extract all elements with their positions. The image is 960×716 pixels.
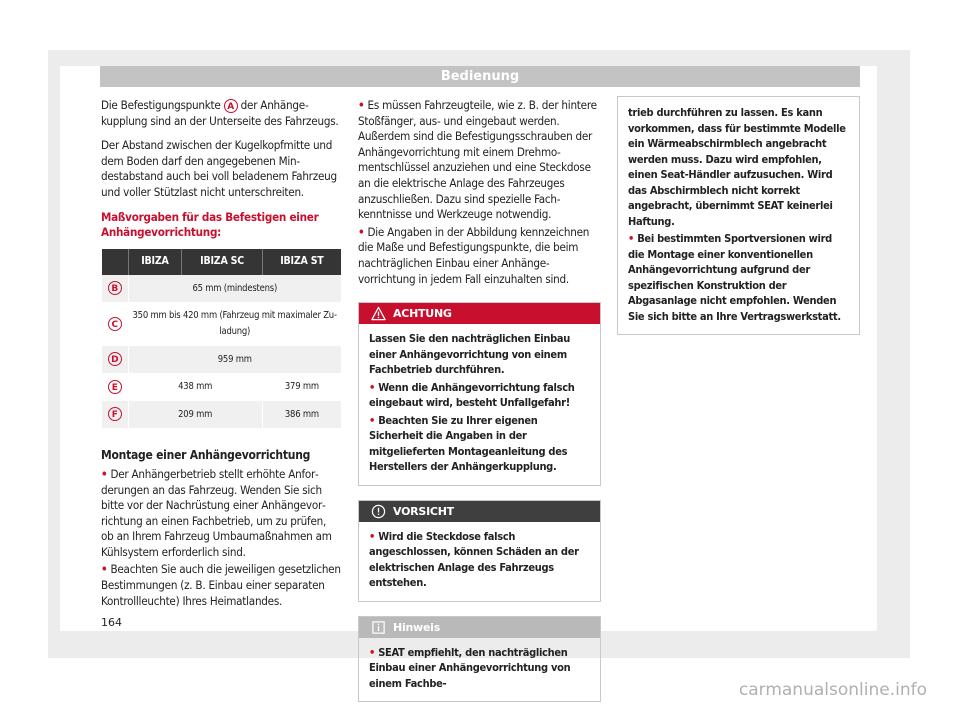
caution-title: VORSICHT [393,504,454,518]
distance-paragraph: Der Abstand zwischen der Kugelkopfmitte und dem Boden darf den angegebenen Mindestabstand auch bei voll beladenem Fahrzeug und voller Stützlast nicht unterschreiten. [101,138,337,199]
list-item [369,413,590,475]
bullet-text: Wird die Steckdose falsch angeschlossen, können Schäden an der elektrischen Anlage des Fahrzeugs entstehen. [369,529,579,590]
marker-b: B [108,281,122,295]
bullet-text: Beachten Sie zu Ihrer eigenen Sicherheit die Angaben in der mitgelieferten Montageanleitung des Herstellers der Anhängerkupplung. [369,413,568,474]
bullet-icon: • [369,645,376,659]
row-label-cell [102,373,129,401]
note-box [358,616,601,703]
table-cell: 379 mm [262,373,341,401]
column-left [101,98,341,618]
caution-box-header [359,501,600,522]
warning-box-header [359,303,600,324]
table-cell: 209 mm [128,401,262,429]
intro-text-after: der Anhängekupplung sind an der Unterseite des Fahrzeugs. [101,98,339,128]
marker-d: D [108,352,122,366]
info-circle-icon [371,504,386,519]
note-continuation-text: trieb durchführen zu lassen. Es kann vorkommen, dass für bestimmte Modelle ein Wärmeabschirmblech angebracht werden muss. Dazu wird empfohlen, einen Seat-Händler aufzusuchen. Wird das Abschirmblech nicht korrekt angebracht, übernimmt SEAT keinerlei Haftung. [628,106,846,228]
table-cell: 65 mm (mindestens) [128,275,341,303]
note-continuation-box [617,96,860,335]
caution-body [359,522,600,601]
table-heading: Maßvorgaben für das Befestigen einer Anhängevorrichtung: [101,209,319,240]
note-box-header [359,617,600,638]
note-body [359,638,600,702]
table-cell: 350 mm bis 420 mm (Fahrzeug mit maximaler Zuladung) [128,302,341,345]
column-middle [358,98,601,716]
table-cell: 386 mm [262,401,341,429]
bullet-text: Beachten Sie auch die jeweiligen gesetzlichen Bestimmungen (z. B. Einbau einer separaten Kontrollleuchte) Ihres Heimatlandes. [101,562,341,608]
bullet-text: Der Anhängerbetrieb stellt erhöhte Anforderungen an das Fahrzeug. Wenden Sie sich bitte vor der Nachrüstung einer Anhängevorrichtung an einen Fachbetrieb, um zu prüfen, ob an Ihrem Fahrzeug Umbaumaßnahmen am Kühlsystem erforderlich sind. [101,466,332,559]
list-item [358,98,601,223]
warning-box [358,302,601,486]
table-header-empty [102,249,129,275]
table-cell: 438 mm [128,373,262,401]
row-label-cell [102,302,129,345]
list-item [358,225,601,287]
page-number: 164 [101,616,122,629]
warning-title: ACHTUNG [393,307,452,321]
list-item [101,562,341,609]
bullet-icon: • [628,232,635,245]
table-header-ibiza-sc: IBIZA SC [182,249,262,275]
column-right [617,96,860,349]
table-row [102,346,342,374]
table-header-ibiza-st: IBIZA ST [262,249,341,275]
bullet-text: Wenn die Anhängevorrichtung falsch eingebaut wird, besteht Unfallgefahr! [369,380,575,410]
row-label-cell [102,401,129,429]
list-item [369,380,590,411]
warning-body [359,324,600,485]
bullet-text: Bei bestimmten Sportversionen wird die Montage einer konventionellen Anhängevorrichtung aufgrund der spezifischen Konstruktion der Abgasanlage nicht empfohlen. Wenden Sie sich bitte an Ihre Vertragswerkstatt. [628,232,841,323]
caution-box [358,500,601,602]
list-item [628,231,849,324]
dimensions-table [101,249,341,429]
table-header-ibiza: IBIZA [128,249,182,275]
bullet-icon: • [358,98,365,112]
section-title: Montage einer Anhängevorrichtung [101,448,311,463]
warning-text: Lassen Sie den nachträglichen Einbau einer Anhängevorrichtung von einem Fachbetrieb durchführen. [369,332,571,377]
list-item [101,467,341,561]
page-header: Bedienung [100,66,860,87]
table-row [102,302,342,345]
bullet-text: Die Angaben in der Abbildung kennzeichnen die Maße und Befestigungspunkte, die beim nachträglichen Einbau einer Anhängevorrichtung in jedem Fall einzuhalten sind. [358,224,590,286]
table-cell: 959 mm [128,346,341,374]
table-row [102,373,342,401]
list-item [369,645,590,692]
bullet-icon: • [369,380,376,394]
marker-a: A [224,99,238,113]
table-row [102,401,342,429]
note-title: Hinweis [393,620,440,634]
marker-c: C [108,317,122,331]
warning-triangle-icon [371,306,386,321]
bullet-icon: • [101,562,108,577]
bullet-icon: • [101,466,108,481]
bullet-icon: • [369,413,376,427]
bullet-icon: • [369,529,376,543]
bullet-text: SEAT empfiehlt, den nachträglichen Einbau einer Anhängevorrichtung von einem Fachbe- [369,645,571,690]
row-label-cell [102,275,129,303]
watermark: carmanualsonline.info [738,680,927,700]
list-item [369,529,590,591]
intro-paragraph [101,98,341,129]
row-label-cell [102,346,129,374]
note-continuation-body [618,97,859,334]
bullet-text: Es müssen Fahrzeugteile, wie z. B. der hintere Stoßfänger, aus- und eingebaut werden. Außerdem sind die Befestigungsschrauben der Anhängevorrichtung mit einem Drehmomentschlüssel anzuziehen und eine Steckdose an die elektrische Anlage des Fahrzeuges anzuschließen. Dazu sind spezielle Fachkenntnisse und Werkzeuge notwendig. [358,98,597,222]
note-i-icon [371,620,386,635]
bullet-icon: • [358,224,365,239]
intro-text-before: Die Befestigungspunkte [101,98,224,112]
marker-e: E [108,380,122,394]
table-row [102,275,342,303]
table-header-row [102,249,342,275]
marker-f: F [108,407,122,421]
